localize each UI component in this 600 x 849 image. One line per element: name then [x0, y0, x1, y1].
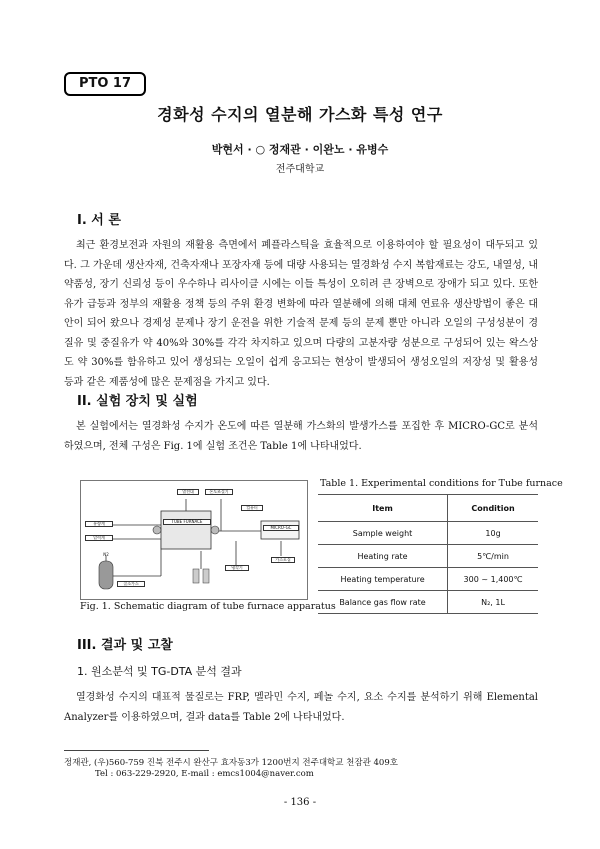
table-cell-condition: 10g	[448, 522, 538, 545]
table-cell-item: Sample weight	[318, 522, 448, 545]
section-3-subheading: 1. 원소분석 및 TG-DTA 분석 결과	[77, 665, 242, 678]
diagram-box-b: 온도조절기	[205, 489, 233, 495]
page-number: - 136 -	[283, 797, 317, 808]
table-cell-item: Heating temperature	[318, 568, 448, 591]
diagram-box-a: 열전대	[177, 489, 199, 495]
diagram-box-h: 압력계	[85, 535, 113, 541]
figure-caption: Fig. 1. Schematic diagram of tube furnace apparatus	[80, 601, 336, 612]
authors: 박현서 · ○ 정재관 · 이완노 · 유병수	[211, 143, 389, 156]
table-header-condition: Condition	[448, 495, 538, 522]
affiliation: 전주대학교	[275, 164, 325, 175]
diagram-box-f: 컴퓨터	[241, 505, 263, 511]
section-1-heading: I. 서 론	[77, 213, 121, 228]
section-3-paragraph: 열경화성 수지의 대표적 물질로는 FRP, 멜라민 수지, 페놀 수지, 요소 수지를 분석하기 위해 Elemental Analyzer를 이용하였으며, 결과 data를 Table 2에 나타내었다.	[64, 692, 538, 723]
footnote-address: 정재관, (우)560-759 진북 전주시 완산구 효자동3가 1200번지 전주대학교 천잠관 409호	[64, 758, 398, 768]
section-3-heading: III. 결과 및 고찰	[77, 638, 173, 653]
section-2-paragraph: 본 실험에서는 열경화성 수지가 온도에 따른 열분해 가스화의 발생가스를 포집한 후 MICRO-GC로 분석하였으며, 전체 구성은 Fig. 1에 실험 조건은 Table 1에 나타내었다.	[64, 421, 538, 452]
table-caption: Table 1. Experimental conditions for Tube furnace	[320, 478, 563, 489]
footnote-contact: Tel : 063-229-2920, E-mail : emcs1004@naver.com	[95, 769, 314, 779]
section-1-paragraph: 최근 환경보전과 자원의 재활용 측면에서 폐플라스틱을 효율적으로 이용하여야 할 필요성이 대두되고 있다. 그 가운데 생산자재, 건축자재나 포장자재 등에 대량 사용되는 열경화성 수지 복합재료는 강도, 내열성, 내약품성, 장기 신뢰성 등이 우수하나 리사이클 시에는 이들 특성이 오히려 큰 장벽으로 장애가 되고 있다. 또한 유가 급등과 정부의 재활용 정책 등의 주위 환경 변화에 따라 열분해에 의해 대체 연료유 생산방법이 좋은 대안이 되어 왔으나 경제성 문제나 장기 운전을 위한 기술적 문제 등의 문제 뿐만 아니라 오일의 구성성분이 경질유 및 중질유가 약 40%와 30%를 각각 차지하고 있으며 다량의 고분자량 성분으로 구성되어 있는 왁스상도 약 30%를 함유하고 있어 생성되는 오일이 쉽게 응고되는 현상이 발생되어 생성오일의 저장성 및 활용성 등과 같은 제품성에 많은 문제점을 가지고 있다.	[64, 240, 538, 388]
table-header-row	[318, 495, 538, 522]
furnace-label: TUBE FURNACE	[163, 519, 211, 525]
diagram-box-c: 유량계	[85, 521, 113, 527]
paper-title: 경화성 수지의 열분해 가스화 특성 연구	[157, 105, 443, 124]
table-cell-condition: N₂, 1L	[448, 591, 538, 614]
schematic-figure	[80, 480, 308, 600]
diagram-box-g: 질소가스	[117, 581, 145, 587]
footnote-divider	[64, 750, 209, 751]
diagram-box-e: 가스포집	[271, 557, 295, 563]
table-cell-condition: 5℃/min	[448, 545, 538, 568]
schematic-lines	[81, 481, 307, 599]
gas-cylinder-label: N2	[103, 552, 109, 557]
session-badge: PTO 17	[64, 72, 146, 96]
table-cell-item: Heating rate	[318, 545, 448, 568]
table-row	[318, 522, 538, 545]
table-row	[318, 545, 538, 568]
table-cell-condition: 300 ~ 1,400℃	[448, 568, 538, 591]
conditions-table	[318, 494, 538, 614]
table-header-item: Item	[318, 495, 448, 522]
table-row	[318, 568, 538, 591]
table-row	[318, 591, 538, 614]
diagram-box-d: 냉각기	[225, 565, 249, 571]
micro-gc-label: MICRO-GC	[263, 525, 299, 531]
table-cell-item: Balance gas flow rate	[318, 591, 448, 614]
section-2-heading: II. 실험 장치 및 실험	[77, 394, 198, 409]
